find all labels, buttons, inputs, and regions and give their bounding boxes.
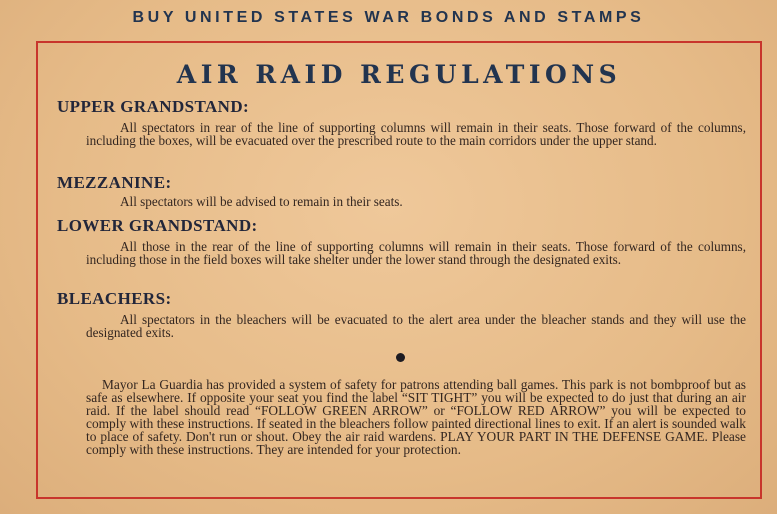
separator-bullet: [396, 353, 405, 362]
section-heading-bleachers: BLEACHERS:: [57, 289, 172, 308]
section-heading-mezzanine: MEZZANINE:: [57, 173, 172, 192]
section-heading-upper-grandstand: UPPER GRANDSTAND:: [57, 97, 250, 116]
document-title: AIR RAID REGULATIONS: [176, 60, 622, 89]
section-text-mezzanine: All spectators will be advised to remain in their seats.: [120, 194, 403, 209]
war-bonds-banner: BUY UNITED STATES WAR BONDS AND STAMPS: [132, 9, 645, 26]
section-text-upper-grandstand: All spectators in rear of the line of supporting columns will remain in their seats. Those forward of the columns, including the boxes, will be evacuated over the prescribed route to the main corridors under the upper stand.: [86, 120, 746, 148]
mayor-notice-paragraph: Mayor La Guardia has provided a system of safety for patrons attending ball games. This park is not bombproof but as safe as elsewhere. If opposite your seat you find the label “SIT TIGHT” you will be expected to do just that during an air raid. If the label should read “FOLLOW GREEN ARROW” or “FOLLOW RED ARROW” you will be expected to comply with these instructions. If seated in the bleachers follow painted directional lines to exit. If an alert is sounded walk to place of safety. Don't run or shout. Obey the air raid wardens. PLAY YOUR PART IN THE DEFENSE GAME. Please comply with these instructions. They are intended for your protection.: [86, 377, 746, 457]
section-heading-lower-grandstand: LOWER GRANDSTAND:: [57, 216, 258, 235]
section-text-lower-grandstand: All those in the rear of the line of supporting columns will remain in their seats. Those forward of the columns, including those in the field boxes will take shelter under the lower stand through the designated exits.: [86, 239, 746, 267]
section-text-bleachers: All spectators in the bleachers will be evacuated to the alert area under the bleacher stands and they will use the designated exits.: [86, 312, 746, 340]
